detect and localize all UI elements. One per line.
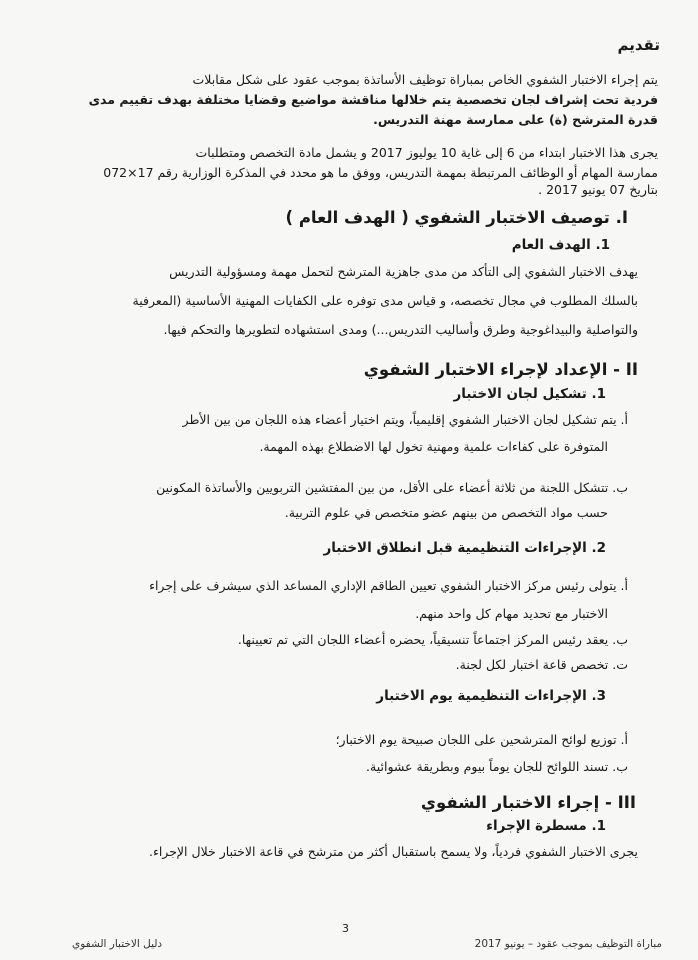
section2-sub2-item-a-line1: أ. يتولى رئيس مركز الاختبار الشفوي تعيين الطاقم الإداري المساعد الذي سيشرف على إجراء: [149, 578, 628, 593]
section2-sub2-item-a-line2: الاختبار مع تحديد مهام كل واحد منهم.: [415, 606, 608, 621]
section2-sub1-item-a-line2: المتوفرة على كفاءات علمية ومهنية تخول لها الاضطلاع بهذه المهمة.: [259, 439, 608, 454]
section1-sub1-line2: بالسلك المطلوب في مجال تخصصه، و قياس مدى توفره على الكفايات المهنية الأساسية (المعرفية: [132, 293, 638, 308]
section1-sub1-title: 1. الهدف العام: [511, 237, 610, 253]
section2-sub2-item-c: ت. تخصص قاعة اختبار لكل لجنة.: [455, 657, 628, 672]
section3-sub1-line1: يجرى الاختبار الشفوي فردياً، ولا يسمح باستقبال أكثر من مترشح في قاعة الاختبار خلال الإجراء.: [148, 844, 638, 859]
section2-sub3-title: 3. الإجراءات التنظيمية يوم الاختبار: [376, 688, 606, 704]
section1-title: I. توصيف الاختبار الشفوي ( الهدف العام ): [285, 208, 628, 227]
section2-sub1-title: 1. تشكيل لجان الاختبار: [453, 386, 606, 402]
intro-para2-line1: يجرى هذا الاختبار ابتداء من 6 إلى غاية 10 يوليوز 2017 و يشمل مادة التخصص ومتطلبات: [195, 145, 658, 160]
intro-para1-line1: يتم إجراء الاختبار الشفوي الخاص بمباراة توظيف الأساتذة بموجب عقود على شكل مقابلات: [192, 72, 658, 87]
section2-sub1-item-a-line1: أ. يتم تشكيل لجان الاختبار الشفوي إقليمياً، ويتم اختيار أعضاء هذه اللجان من بين الأطر: [182, 412, 628, 427]
section2-sub1-item-b-line1: ب. تتشكل اللجنة من ثلاثة أعضاء على الأقل، من بين المفتشين التربويين والأساتذة المكونين: [156, 480, 628, 495]
section1-sub1-line3: والتواصلية والبيداغوجية وطرق وأساليب التدريس...) ومدى استشهاده لتطويرها والتحكم فيها.: [163, 322, 638, 337]
intro-para2-line2: ممارسة المهام أو الوظائف المرتبطة بمهمة التدريس، ووفق ما هو محدد في المذكرة الوزارية رقم 17×072: [103, 165, 658, 180]
section2-sub3-item-a: أ. توزيع لوائح المترشحين على اللجان صبيحة يوم الاختبار؛: [335, 732, 628, 747]
section1-sub1-line1: يهدف الاختبار الشفوي إلى التأكد من مدى جاهزية المترشح لتحمل مهمة ومسؤولية التدريس: [169, 264, 638, 279]
section2-title: II - الإعداد لإجراء الاختبار الشفوي: [363, 360, 638, 379]
section2-sub2-item-b: ب. يعقد رئيس المركز اجتماعاً تنسيقياً، يحضره أعضاء اللجان التي تم تعيينها.: [237, 632, 628, 647]
section2-sub2-title: 2. الإجراءات التنظيمية قبل انطلاق الاختبار: [323, 540, 606, 556]
section3-sub1-title: 1. مسطرة الإجراء: [486, 818, 606, 834]
page-number: 3: [342, 922, 349, 935]
footer-left-text: دليل الاختبار الشفوي: [72, 938, 163, 950]
intro-para1-line2: فردية تحت إشراف لجان تخصصية يتم خلالها مناقشة مواضيع وقضايا مختلفة بهدف تقييم مدى: [88, 92, 658, 107]
section3-title: III - إجراء الاختبار الشفوي: [420, 793, 636, 812]
intro-para1-line3: قدرة المترشح (ة) على ممارسة مهنة التدريس.: [373, 112, 658, 127]
section2-sub3-item-b: ب. تسند اللوائح للجان يوماً بيوم وبطريقة عشوائية.: [366, 759, 628, 774]
intro-title: تقديم: [617, 36, 660, 54]
footer-right-text: مباراة التوظيف بموجب عقود – يونيو 2017: [474, 938, 662, 950]
section2-sub1-item-b-line2: حسب مواد التخصص من بينهم عضو متخصص في علوم التربية.: [284, 505, 608, 520]
intro-para2-line3: بتاريخ 07 يونيو 2017 .: [538, 182, 658, 197]
